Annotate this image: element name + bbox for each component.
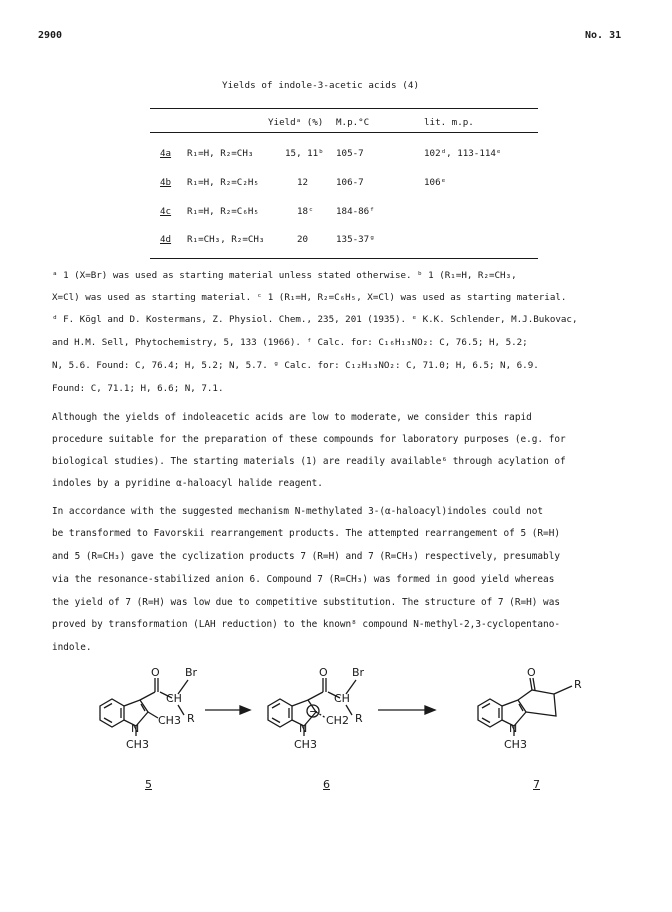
compound-label-5: 5 [145, 778, 152, 791]
ch-label: CH [334, 692, 350, 705]
page-number: 2900 [38, 30, 63, 41]
substituents: R₁=H, R₂=C₆H₅ [187, 206, 259, 217]
structure-5 [100, 678, 188, 736]
issue-number: No. 31 [585, 30, 622, 41]
footnote-line: Found: C, 71.1; H, 6.6; N, 7.1. [52, 383, 224, 394]
col-lit-header: lit. m.p. [424, 117, 474, 128]
table-bottom-rule [150, 258, 538, 259]
melting-point: 184-86ᶠ [336, 206, 375, 217]
r-label: R [355, 712, 363, 725]
compound-id: 4a [160, 148, 172, 159]
footnote-line: N, 5.6. Found: C, 76.4; H, 5.2; N, 5.7. ᵍ Calc. for: C₁₂H₁₃NO₂: C, 71.0; H, 6.5; N, 6.9. [52, 360, 539, 371]
compound-id: 4d [160, 234, 172, 245]
structure-7 [478, 678, 572, 736]
n-methyl-label: CH3 [504, 738, 527, 751]
footnote-line: and H.M. Sell, Phytochemistry, 5, 133 (1966). ᶠ Calc. for: C₁₆H₁₃NO₂: C, 76.5; H, 5.2; [52, 337, 528, 348]
substituents: R₁=CH₃, R₂=CH₃ [187, 234, 265, 245]
bromine-label: Br [185, 666, 198, 679]
melting-point: 105-7 [336, 148, 364, 159]
r-label: R [574, 678, 582, 691]
col-yield-header: Yieldᵃ (%) [268, 117, 324, 128]
footnote-line: X=Cl) was used as starting material. ᶜ 1 (R₁=H, R₂=C₆H₅, X=Cl) was used as starting material. [52, 292, 567, 303]
nitrogen-label: N [509, 722, 518, 735]
compound-label-7: 7 [533, 778, 540, 791]
paragraph-line: Although the yields of indoleacetic acids are low to moderate, we consider this rapid [52, 412, 532, 423]
paragraph-line: proved by transformation (LAH reduction) to the known⁸ compound N-methyl-2,3-cyclopentano- [52, 619, 560, 630]
yield: 18ᶜ [297, 206, 314, 217]
col-mp-header: M.p.°C [336, 117, 370, 128]
reaction-scheme [0, 660, 672, 800]
bromine-label: Br [352, 666, 365, 679]
n-methyl-label: CH3 [294, 738, 317, 751]
substituents: R₁=H, R₂=CH₃ [187, 148, 254, 159]
melting-point: 135-37ᵍ [336, 234, 375, 245]
methyl-label: CH3 [158, 714, 181, 727]
compound-id: 4c [160, 206, 172, 217]
paragraph-line: In accordance with the suggested mechanism N-methylated 3-(α-haloacyl)indoles could not [52, 506, 544, 517]
yield: 12 [297, 177, 309, 188]
table-caption: Yields of indole-3-acetic acids (4) [222, 80, 420, 91]
nitrogen-label: N [299, 722, 308, 735]
r-label: R [187, 712, 195, 725]
literature-mp: 102ᵈ, 113-114ᵉ [424, 148, 502, 159]
footnote-line: ᵃ 1 (X=Br) was used as starting material unless stated otherwise. ᵇ 1 (R₁=H, R₂=CH₃, [52, 270, 517, 281]
nitrogen-label: N [131, 722, 140, 735]
carbanion-label: − [309, 705, 319, 718]
paragraph-line: procedure suitable for the preparation of these compounds for laboratory purposes (e.g. for [52, 434, 566, 445]
paragraph-line: indoles by a pyridine α-haloacyl halide reagent. [52, 478, 323, 489]
paragraph-line: via the resonance-stabilized anion 6. Compound 7 (R=CH₃) was formed in good yield whereas [52, 574, 555, 585]
n-methyl-label: CH3 [126, 738, 149, 751]
literature-mp: 106ᵉ [424, 177, 447, 188]
melting-point: 106-7 [336, 177, 364, 188]
substituents: R₁=H, R₂=C₂H₅ [187, 177, 259, 188]
footnote-line: ᵈ F. Kögl and D. Kostermans, Z. Physiol. Chem., 235, 201 (1935). ᵉ K.K. Schlender, M.J.Bukovac, [52, 314, 578, 325]
table-top-rule [150, 108, 538, 109]
oxygen-label: O [151, 666, 160, 679]
oxygen-label: O [527, 666, 536, 679]
compound-id: 4b [160, 177, 172, 188]
compound-label-6: 6 [323, 778, 330, 791]
ch-label: CH [166, 692, 182, 705]
paragraph-line: biological studies). The starting materials (1) are readily available⁶ through acylation of [52, 456, 566, 467]
yield: 20 [297, 234, 309, 245]
paragraph-line: and 5 (R=CH₃) gave the cyclization products 7 (R=H) and 7 (R=CH₃) respectively, presumably [52, 551, 560, 562]
table-header-rule [150, 132, 538, 133]
paragraph-line: the yield of 7 (R=H) was low due to competitive substitution. The structure of 7 (R=H) was [52, 597, 560, 608]
oxygen-label: O [319, 666, 328, 679]
paragraph-line: indole. [52, 642, 92, 653]
paragraph-line: be transformed to Favorskii rearrangement products. The attempted rearrangement of 5 (R=H) [52, 528, 560, 539]
methylene-label: CH2 [326, 714, 349, 727]
yield: 15, 11ᵇ [285, 148, 324, 159]
